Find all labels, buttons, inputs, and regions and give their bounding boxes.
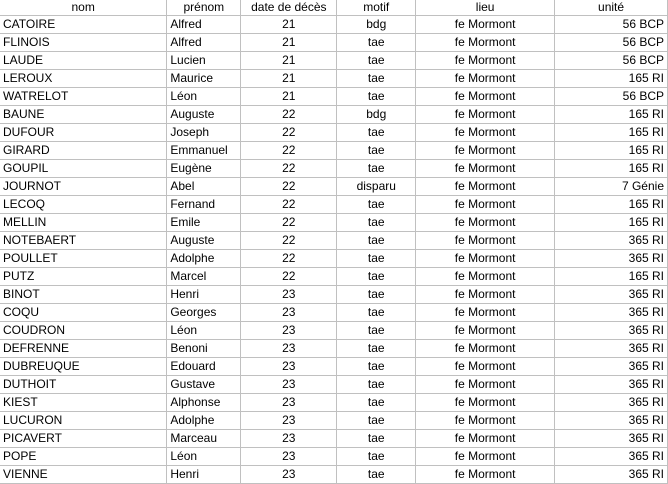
cell-motif[interactable]: tae: [337, 394, 416, 412]
cell-date-deces[interactable]: 22: [241, 268, 337, 286]
cell-lieu[interactable]: fe Mormont: [416, 232, 555, 250]
cell-nom[interactable]: JOURNOT: [0, 178, 167, 196]
cell-prenom[interactable]: Emmanuel: [167, 142, 241, 160]
cell-date-deces[interactable]: 21: [241, 16, 337, 34]
cell-nom[interactable]: GIRARD: [0, 142, 167, 160]
cell-nom[interactable]: COUDRON: [0, 322, 167, 340]
cell-lieu[interactable]: fe Mormont: [416, 358, 555, 376]
cell-prenom[interactable]: Léon: [167, 88, 241, 106]
cell-prenom[interactable]: Léon: [167, 448, 241, 466]
cell-nom[interactable]: POULLET: [0, 250, 167, 268]
cell-unite[interactable]: 165 RI: [555, 160, 668, 178]
cell-prenom[interactable]: Auguste: [167, 232, 241, 250]
cell-lieu[interactable]: fe Mormont: [416, 430, 555, 448]
cell-date-deces[interactable]: 22: [241, 250, 337, 268]
cell-nom[interactable]: KIEST: [0, 394, 167, 412]
table-row: [0, 376, 668, 394]
cell-lieu[interactable]: fe Mormont: [416, 70, 555, 88]
header-unite[interactable]: unité: [555, 0, 668, 16]
cell-unite[interactable]: 165 RI: [555, 214, 668, 232]
cell-date-deces[interactable]: 23: [241, 394, 337, 412]
cell-nom[interactable]: FLINOIS: [0, 34, 167, 52]
table-row: [0, 214, 668, 232]
cell-date-deces[interactable]: 21: [241, 52, 337, 70]
cell-nom[interactable]: DEFRENNE: [0, 340, 167, 358]
cell-motif[interactable]: tae: [337, 34, 416, 52]
cell-prenom[interactable]: Edouard: [167, 358, 241, 376]
cell-date-deces[interactable]: 23: [241, 412, 337, 430]
cell-prenom[interactable]: Lucien: [167, 52, 241, 70]
cell-motif[interactable]: bdg: [337, 16, 416, 34]
cell-lieu[interactable]: fe Mormont: [416, 340, 555, 358]
table-row: [0, 250, 668, 268]
cell-nom[interactable]: COQU: [0, 304, 167, 322]
table-row: [0, 430, 668, 448]
cell-nom[interactable]: LEROUX: [0, 70, 167, 88]
cell-unite[interactable]: 365 RI: [555, 340, 668, 358]
table-row: [0, 88, 668, 106]
cell-unite[interactable]: 365 RI: [555, 412, 668, 430]
table-row: [0, 340, 668, 358]
cell-unite[interactable]: 365 RI: [555, 286, 668, 304]
cell-lieu[interactable]: fe Mormont: [416, 412, 555, 430]
cell-nom[interactable]: DUTHOIT: [0, 376, 167, 394]
cell-date-deces[interactable]: 22: [241, 178, 337, 196]
cell-date-deces[interactable]: 23: [241, 340, 337, 358]
cell-date-deces[interactable]: 22: [241, 142, 337, 160]
cell-motif[interactable]: tae: [337, 322, 416, 340]
cell-date-deces[interactable]: 22: [241, 124, 337, 142]
table-row: [0, 160, 668, 178]
cell-prenom[interactable]: Adolphe: [167, 250, 241, 268]
cell-unite[interactable]: 165 RI: [555, 196, 668, 214]
cell-unite[interactable]: 365 RI: [555, 430, 668, 448]
table-row: [0, 52, 668, 70]
cell-motif[interactable]: tae: [337, 286, 416, 304]
cell-unite[interactable]: 56 BCP: [555, 34, 668, 52]
cell-lieu[interactable]: fe Mormont: [416, 376, 555, 394]
cell-motif[interactable]: tae: [337, 160, 416, 178]
cell-unite[interactable]: 165 RI: [555, 124, 668, 142]
cell-prenom[interactable]: Alfred: [167, 16, 241, 34]
cell-unite[interactable]: 365 RI: [555, 394, 668, 412]
cell-date-deces[interactable]: 23: [241, 466, 337, 484]
cell-date-deces[interactable]: 22: [241, 214, 337, 232]
cell-unite[interactable]: 365 RI: [555, 448, 668, 466]
cell-prenom[interactable]: Gustave: [167, 376, 241, 394]
cell-lieu[interactable]: fe Mormont: [416, 196, 555, 214]
cell-date-deces[interactable]: 22: [241, 160, 337, 178]
table-row: [0, 106, 668, 124]
cell-lieu[interactable]: fe Mormont: [416, 52, 555, 70]
cell-motif[interactable]: disparu: [337, 178, 416, 196]
cell-date-deces[interactable]: 21: [241, 70, 337, 88]
cell-unite[interactable]: 7 Génie: [555, 178, 668, 196]
table-row: [0, 70, 668, 88]
cell-prenom[interactable]: Marceau: [167, 430, 241, 448]
cell-unite[interactable]: 365 RI: [555, 232, 668, 250]
cell-date-deces[interactable]: 23: [241, 358, 337, 376]
cell-motif[interactable]: tae: [337, 250, 416, 268]
cell-nom[interactable]: PUTZ: [0, 268, 167, 286]
header-motif[interactable]: motif: [337, 0, 416, 16]
cell-motif[interactable]: tae: [337, 340, 416, 358]
cell-prenom[interactable]: Benoni: [167, 340, 241, 358]
cell-lieu[interactable]: fe Mormont: [416, 88, 555, 106]
cell-nom[interactable]: LAUDE: [0, 52, 167, 70]
cell-date-deces[interactable]: 23: [241, 286, 337, 304]
cell-lieu[interactable]: fe Mormont: [416, 16, 555, 34]
cell-date-deces[interactable]: 22: [241, 106, 337, 124]
cell-date-deces[interactable]: 23: [241, 430, 337, 448]
cell-date-deces[interactable]: 22: [241, 196, 337, 214]
table-row: [0, 232, 668, 250]
cell-lieu[interactable]: fe Mormont: [416, 124, 555, 142]
table-row: [0, 16, 668, 34]
cell-prenom[interactable]: Joseph: [167, 124, 241, 142]
cell-motif[interactable]: tae: [337, 88, 416, 106]
cell-lieu[interactable]: fe Mormont: [416, 268, 555, 286]
table-row: [0, 466, 668, 484]
table-row: [0, 196, 668, 214]
cell-nom[interactable]: NOTEBAERT: [0, 232, 167, 250]
cell-unite[interactable]: 56 BCP: [555, 52, 668, 70]
cell-unite[interactable]: 365 RI: [555, 358, 668, 376]
cell-nom[interactable]: BINOT: [0, 286, 167, 304]
cell-lieu[interactable]: fe Mormont: [416, 250, 555, 268]
table-row: [0, 304, 668, 322]
cell-lieu[interactable]: fe Mormont: [416, 304, 555, 322]
cell-date-deces[interactable]: 23: [241, 322, 337, 340]
table-row: [0, 322, 668, 340]
cell-date-deces[interactable]: 21: [241, 34, 337, 52]
cell-lieu[interactable]: fe Mormont: [416, 448, 555, 466]
table-row: [0, 358, 668, 376]
table-row: [0, 142, 668, 160]
cell-prenom[interactable]: Georges: [167, 304, 241, 322]
cell-motif[interactable]: tae: [337, 232, 416, 250]
table-row: [0, 34, 668, 52]
header-row: [0, 0, 668, 16]
cell-motif[interactable]: tae: [337, 466, 416, 484]
cell-unite[interactable]: 165 RI: [555, 268, 668, 286]
cell-motif[interactable]: tae: [337, 142, 416, 160]
cell-prenom[interactable]: Adolphe: [167, 412, 241, 430]
table-row: [0, 178, 668, 196]
table-row: [0, 412, 668, 430]
cell-lieu[interactable]: fe Mormont: [416, 34, 555, 52]
cell-unite[interactable]: 365 RI: [555, 304, 668, 322]
cell-motif[interactable]: tae: [337, 304, 416, 322]
cell-unite[interactable]: 365 RI: [555, 376, 668, 394]
cell-motif[interactable]: tae: [337, 448, 416, 466]
table-row: [0, 394, 668, 412]
cell-lieu[interactable]: fe Mormont: [416, 394, 555, 412]
cell-lieu[interactable]: fe Mormont: [416, 106, 555, 124]
cell-prenom[interactable]: Abel: [167, 178, 241, 196]
cell-nom[interactable]: PICAVERT: [0, 430, 167, 448]
cell-lieu[interactable]: fe Mormont: [416, 286, 555, 304]
cell-unite[interactable]: 165 RI: [555, 70, 668, 88]
cell-nom[interactable]: WATRELOT: [0, 88, 167, 106]
table-row: [0, 448, 668, 466]
cell-unite[interactable]: 165 RI: [555, 106, 668, 124]
cell-motif[interactable]: tae: [337, 376, 416, 394]
cell-nom[interactable]: GOUPIL: [0, 160, 167, 178]
cell-prenom[interactable]: Maurice: [167, 70, 241, 88]
header-prenom[interactable]: prénom: [167, 0, 241, 16]
cell-prenom[interactable]: Léon: [167, 322, 241, 340]
cell-prenom[interactable]: Alphonse: [167, 394, 241, 412]
table-row: [0, 268, 668, 286]
cell-nom[interactable]: CATOIRE: [0, 16, 167, 34]
cell-unite[interactable]: 365 RI: [555, 466, 668, 484]
cell-unite[interactable]: 165 RI: [555, 142, 668, 160]
cell-motif[interactable]: tae: [337, 52, 416, 70]
cell-nom[interactable]: POPE: [0, 448, 167, 466]
cell-prenom[interactable]: Eugène: [167, 160, 241, 178]
cell-motif[interactable]: tae: [337, 70, 416, 88]
cell-lieu[interactable]: fe Mormont: [416, 142, 555, 160]
cell-nom[interactable]: DUFOUR: [0, 124, 167, 142]
cell-lieu[interactable]: fe Mormont: [416, 322, 555, 340]
header-lieu[interactable]: lieu: [416, 0, 555, 16]
cell-prenom[interactable]: Fernand: [167, 196, 241, 214]
cell-motif[interactable]: tae: [337, 124, 416, 142]
cell-motif[interactable]: tae: [337, 196, 416, 214]
cell-nom[interactable]: BAUNE: [0, 106, 167, 124]
cell-nom[interactable]: LUCURON: [0, 412, 167, 430]
header-nom[interactable]: nom: [0, 0, 167, 16]
cell-unite[interactable]: 365 RI: [555, 322, 668, 340]
cell-unite[interactable]: 365 RI: [555, 250, 668, 268]
cell-motif[interactable]: tae: [337, 358, 416, 376]
cell-prenom[interactable]: Henri: [167, 286, 241, 304]
cell-date-deces[interactable]: 22: [241, 232, 337, 250]
cell-date-deces[interactable]: 21: [241, 88, 337, 106]
cell-lieu[interactable]: fe Mormont: [416, 160, 555, 178]
cell-prenom[interactable]: Marcel: [167, 268, 241, 286]
cell-date-deces[interactable]: 23: [241, 376, 337, 394]
cell-unite[interactable]: 56 BCP: [555, 16, 668, 34]
header-date-deces[interactable]: date de décès: [241, 0, 337, 16]
cell-prenom[interactable]: Emile: [167, 214, 241, 232]
cell-prenom[interactable]: Auguste: [167, 106, 241, 124]
cell-motif[interactable]: tae: [337, 430, 416, 448]
table-row: [0, 124, 668, 142]
table-row: [0, 286, 668, 304]
cell-nom[interactable]: DUBREUQUE: [0, 358, 167, 376]
cell-nom[interactable]: MELLIN: [0, 214, 167, 232]
cell-lieu[interactable]: fe Mormont: [416, 214, 555, 232]
cell-prenom[interactable]: Henri: [167, 466, 241, 484]
cell-motif[interactable]: tae: [337, 214, 416, 232]
cell-nom[interactable]: VIENNE: [0, 466, 167, 484]
cell-date-deces[interactable]: 23: [241, 448, 337, 466]
cell-lieu[interactable]: fe Mormont: [416, 466, 555, 484]
cell-motif[interactable]: bdg: [337, 106, 416, 124]
cell-lieu[interactable]: fe Mormont: [416, 178, 555, 196]
cell-motif[interactable]: tae: [337, 268, 416, 286]
cell-nom[interactable]: LECOQ: [0, 196, 167, 214]
cell-motif[interactable]: tae: [337, 412, 416, 430]
cell-unite[interactable]: 56 BCP: [555, 88, 668, 106]
cell-date-deces[interactable]: 23: [241, 304, 337, 322]
cell-prenom[interactable]: Alfred: [167, 34, 241, 52]
